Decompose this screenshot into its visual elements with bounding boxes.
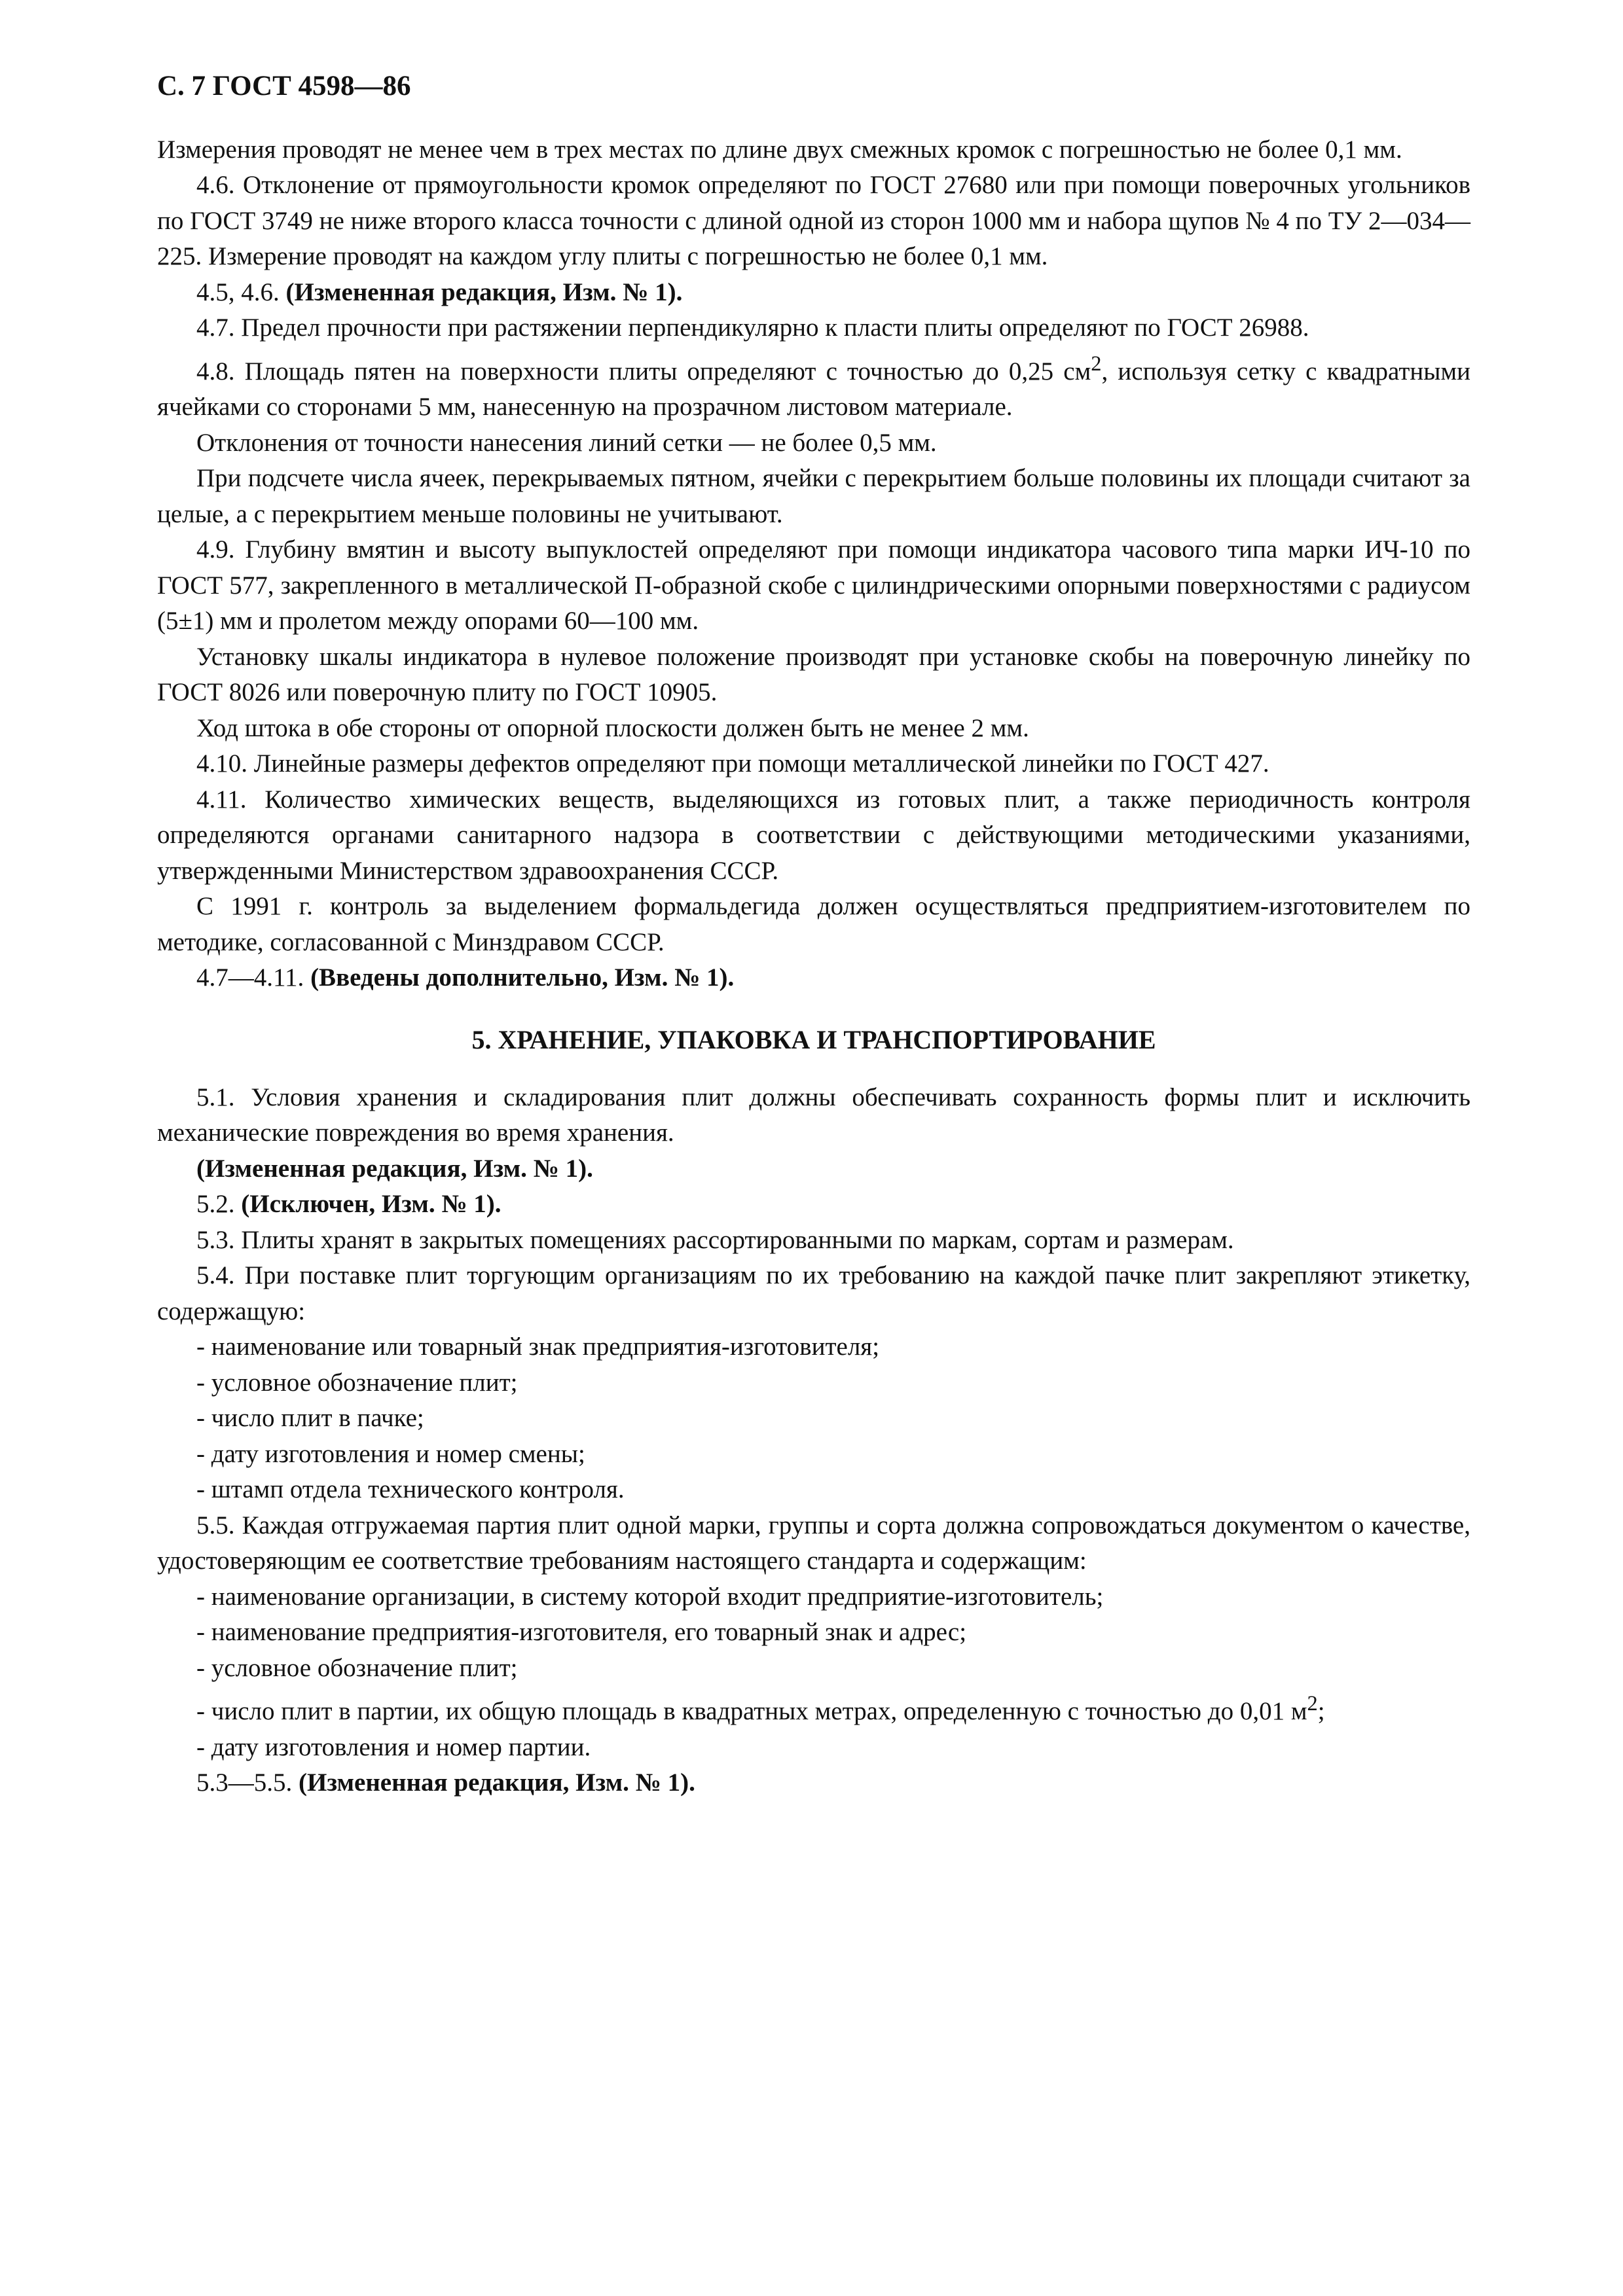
list-item: - наименование организации, в систему которой входит предприятие-изготовитель; <box>196 1582 1104 1611</box>
amendment-text: (Исключен, Изм. № 1). <box>241 1190 501 1218</box>
list-item: - наименование или товарный знак предприятия-изготовителя; <box>196 1333 880 1361</box>
clause-ref: 4.7—4.11. <box>196 963 304 992</box>
section-title: 5. ХРАНЕНИЕ, УПАКОВКА И ТРАНСПОРТИРОВАНИЕ <box>471 1024 1156 1054</box>
clause-ref: 5.2. <box>196 1190 235 1218</box>
clause-4-10: 4.10. Линейные размеры дефектов определяют при помощи металлической линейки по ГОСТ 427. <box>196 749 1269 778</box>
amendment-note <box>157 275 1470 311</box>
clause-5-1: 5.1. Условия хранения и складирования плит должны обеспечивать сохранность формы плит и исключить механические повреждения во время хранения. <box>157 1083 1470 1147</box>
amendment-text: (Измененная редакция, Изм. № 1). <box>299 1768 695 1797</box>
page-header: С. 7 ГОСТ 4598—86 <box>157 71 411 101</box>
paragraph: Измерения проводят не менее чем в трех местах по длине двух смежных кромок с погрешностью не более 0,1 мм. <box>157 135 1402 164</box>
paragraph: С 1991 г. контроль за выделением формальдегида должен осуществляться предприятием-изготовителем по методике, согласованной с Минздравом СССР. <box>157 892 1470 956</box>
amendment-note <box>157 1765 1470 1801</box>
list-item: - дату изготовления и номер смены; <box>196 1439 585 1468</box>
paragraph: Отклонения от точности нанесения линий сетки — не более 0,5 мм. <box>196 428 937 457</box>
clause-ref: 5.3—5.5. <box>196 1768 293 1797</box>
paragraph: Ход штока в обе стороны от опорной плоскости должен быть не менее 2 мм. <box>196 713 1029 742</box>
clause-5-3: 5.3. Плиты хранят в закрытых помещениях рассортированными по маркам, сортам и размерам. <box>196 1225 1234 1254</box>
clause-5-5: 5.5. Каждая отгружаемая партия плит одной марки, группы и сорта должна сопровождаться документом о качестве, удостоверяющим ее соответствие требованиям настоящего стандарта и содержащим: <box>157 1511 1470 1575</box>
clause-4-9: 4.9. Глубину вмятин и высоту выпуклостей определяют при помощи индикатора часового типа марки ИЧ-10 по ГОСТ 577, закрепленного в металлической П-образной скобе с цилиндрическими опорными поверхностями с радиусом (5±1) мм и пролетом между опорами 60—100 мм. <box>157 535 1470 635</box>
superscript: 2 <box>1307 1692 1318 1715</box>
list-item: - штамп отдела технического контроля. <box>196 1475 625 1503</box>
amendment-text: (Измененная редакция, Изм. № 1). <box>285 278 683 306</box>
clause-4-7: 4.7. Предел прочности при растяжении перпендикулярно к пласти плиты определяют по ГОСТ 26988. <box>196 314 1309 342</box>
clause-4-8-text-a: 4.8. Площадь пятен на поверхности плиты определяют с точностью до 0,25 см <box>196 357 1091 386</box>
list-item: - дату изготовления и номер партии. <box>196 1732 591 1761</box>
amendment-note <box>157 960 1470 996</box>
clause-4-6: 4.6. Отклонение от прямоугольности кромок определяют по ГОСТ 27680 или при помощи поверочных угольников по ГОСТ 3749 не ниже второго класса точности с длиной одной из сторон 1000 мм и набора щупов № 4 по ТУ 2—034—225. Измерение проводят на каждом углу плиты с погрешностью не более 0,1 мм. <box>157 171 1470 270</box>
list-item: - число плит в пачке; <box>196 1404 424 1432</box>
clause-5-4: 5.4. При поставке плит торгующим организациям по их требованию на каждой пачке плит закрепляют этикетку, содержащую: <box>157 1261 1470 1325</box>
list-item: - условное обозначение плит; <box>196 1368 518 1397</box>
list-item <box>157 1686 1470 1730</box>
superscript: 2 <box>1091 351 1102 376</box>
clause-ref: 4.5, 4.6. <box>196 278 280 306</box>
clause-4-8-text-b: , используя сетку с квадратными ячейками со сторонами 5 мм, нанесенную на прозрачном листовом материале. <box>157 357 1470 421</box>
amendment-text: (Введены дополнительно, Изм. № 1). <box>310 963 735 992</box>
amendment-note: (Измененная редакция, Изм. № 1). <box>196 1154 593 1183</box>
list-item-text-a: - число плит в партии, их общую площадь в квадратных метрах, определенную с точностью до 0,01 м <box>196 1697 1307 1725</box>
list-item: - условное обозначение плит; <box>196 1653 518 1682</box>
clause-4-11: 4.11. Количество химических веществ, выделяющихся из готовых плит, а также периодичность контроля определяются органами санитарного надзора в соответствии с действующими методическими указаниями, утвержденными Министерством здравоохранения СССР. <box>157 785 1470 885</box>
list-item-text-b: ; <box>1317 1697 1325 1725</box>
document-page <box>157 69 1470 1801</box>
paragraph: Установку шкалы индикатора в нулевое положение производят при установке скобы на поверочную линейку по ГОСТ 8026 или поверочную плиту по ГОСТ 10905. <box>157 642 1470 706</box>
clause-4-8 <box>157 346 1470 425</box>
clause-5-2 <box>157 1187 1470 1223</box>
paragraph: При подсчете числа ячеек, перекрываемых пятном, ячейки с перекрытием больше половины их площади считают за целые, а с перекрытием меньше половины не учитывают. <box>157 464 1470 528</box>
list-item: - наименование предприятия-изготовителя, его товарный знак и адрес; <box>196 1618 967 1646</box>
